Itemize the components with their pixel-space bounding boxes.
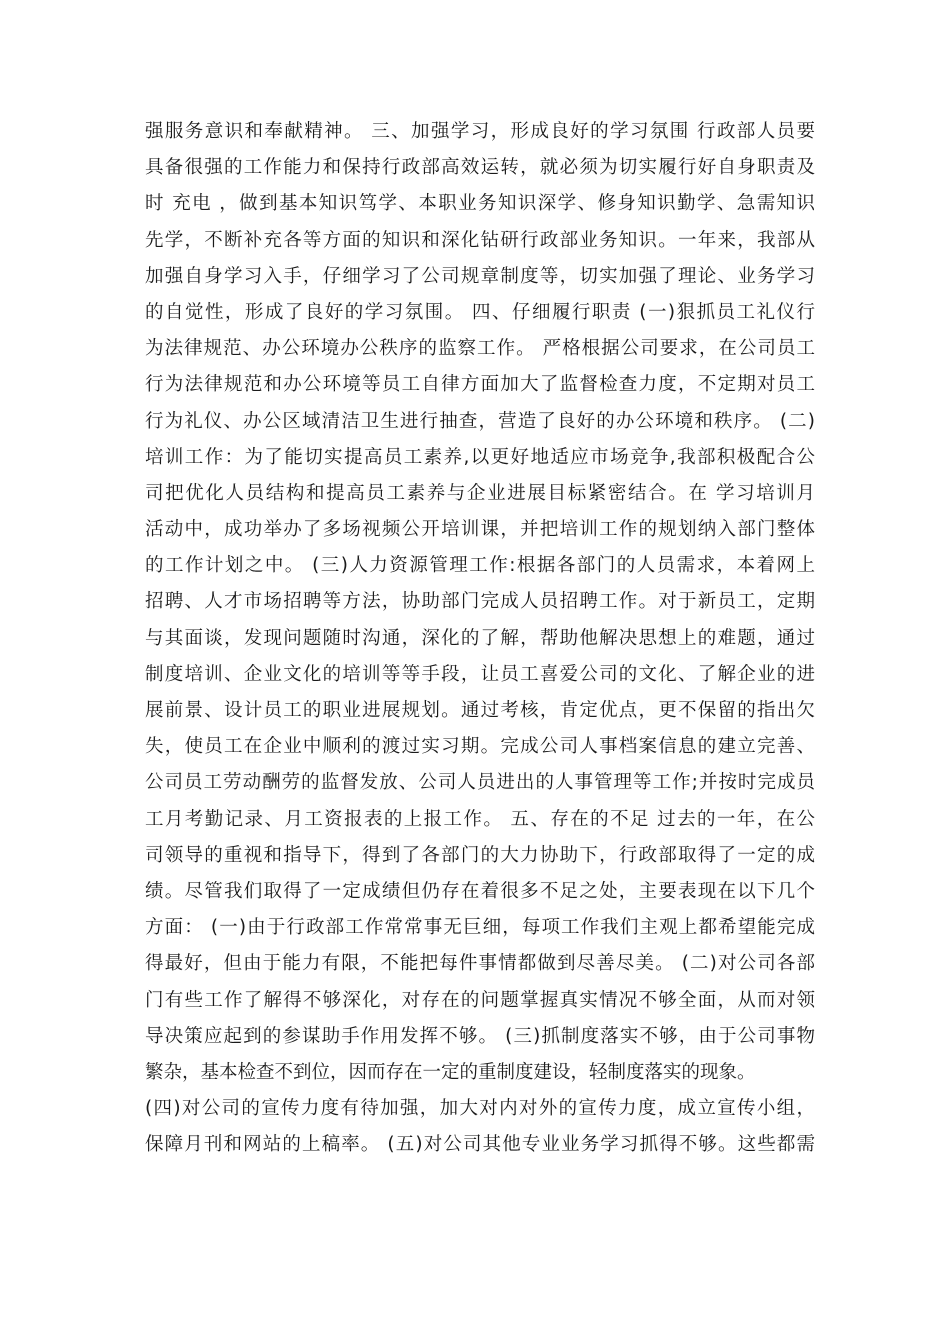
text-line: 工月考勤记录、月工资报表的上报工作。 五、存在的不足 过去的一年，在公 <box>145 808 815 830</box>
text-line: 强服务意识和奉献精神。 三、加强学习，形成良好的学习氛围 行政部人员要 <box>145 121 815 142</box>
text-line: 绩。尽管我们取得了一定成绩但仍存在着很多不足之处，主要表现在以下几个 <box>145 880 815 902</box>
text-line: 得最好，但由于能力有限，不能把每件事情都做到尽善尽美。 (二)对公司各部 <box>145 953 815 975</box>
text-line: 的自觉性，形成了良好的学习氛围。 四、仔细履行职责 (一)狠抓员工礼仪行 <box>145 301 815 323</box>
text-line: 活动中，成功举办了多场视频公开培训课，并把培训工作的规划纳入部门整体 <box>145 519 815 541</box>
text-line: 失，使员工在企业中顺利的渡过实习期。完成公司人事档案信息的建立完善、 <box>145 736 815 758</box>
text-line: 方面： (一)由于行政部工作常常事无巨细，每项工作我们主观上都希望能完成 <box>145 917 815 939</box>
text-line: 展前景、设计员工的职业进展规划。通过考核，肯定优点，更不保留的指出欠 <box>145 700 815 721</box>
text-line: 公司员工劳动酬劳的监督发放、公司人员进出的人事管理等工作;并按时完成员 <box>145 772 815 794</box>
text-line: 招聘、人才市场招聘等方法，协助部门完成人员招聘工作。对于新员工，定期 <box>145 591 815 613</box>
text-line: 先学，不断补充各等方面的知识和深化钻研行政部业务知识。一年来，我部从 <box>145 229 815 251</box>
text-line: (四)对公司的宣传力度有待加强，加大对内对外的宣传力度，成立宣传小组， <box>145 1098 815 1120</box>
text-line: 保障月刊和网站的上稿率。 (五)对公司其他专业业务学习抓得不够。这些都需 <box>145 1134 815 1156</box>
text-line: 制度培训、企业文化的培训等等手段，让员工喜爱公司的文化、了解企业的进 <box>145 663 815 685</box>
text-line: 司把优化人员结构和提高员工素养与企业进展目标紧密结合。在 学习培训月 <box>145 482 815 504</box>
text-line: 具备很强的工作能力和保持行政部高效运转，就必须为切实履行好自身职责及 <box>145 157 815 179</box>
text-line: 的工作计划之中。 (三)人力资源管理工作:根据各部门的人员需求，本着网上 <box>145 555 815 577</box>
text-line: 导决策应起到的参谋助手作用发挥不够。 (三)抓制度落实不够，由于公司事物 <box>145 1025 815 1047</box>
text-line: 行为法律规范和办公环境等员工自律方面加大了监督检查力度，不定期对员工 <box>145 374 815 396</box>
text-line: 加强自身学习入手，仔细学习了公司规章制度等，切实加强了理论、业务学习 <box>145 265 815 287</box>
text-line: 行为礼仪、办公区域清洁卫生进行抽查，营造了良好的办公环境和秩序。 (二) <box>145 410 815 432</box>
text-line: 培训工作：为了能切实提高员工素养,以更好地适应市场竞争,我部积极配合公 <box>145 446 815 468</box>
text-line: 繁杂，基本检查不到位，因而存在一定的重制度建设，轻制度落实的现象。 <box>145 1061 756 1083</box>
text-line: 为法律规范、办公环境办公秩序的监察工作。 严格根据公司要求，在公司员工 <box>145 338 815 360</box>
text-line: 门有些工作了解得不够深化，对存在的问题掌握真实情况不够全面，从而对领 <box>145 989 815 1011</box>
body-text <box>145 114 815 1163</box>
text-line: 时 充电 ，做到基本知识笃学、本职业务知识深学、修身知识勤学、急需知识 <box>145 193 815 215</box>
text-line: 与其面谈，发现问题随时沟通，深化的了解，帮助他解决思想上的难题，通过 <box>145 627 815 649</box>
text-line: 司领导的重视和指导下，得到了各部门的大力协助下，行政部取得了一定的成 <box>145 844 815 866</box>
